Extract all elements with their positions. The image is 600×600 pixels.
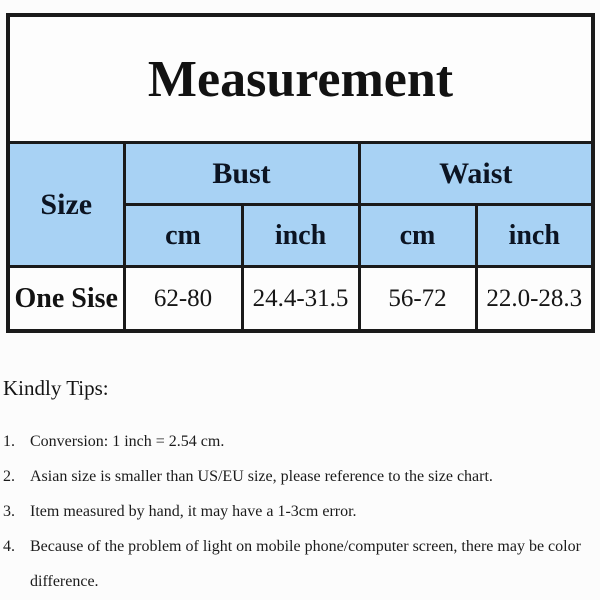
- bust-inch-value: 24.4-31.5: [242, 267, 359, 332]
- tip-number: 3.: [3, 503, 15, 520]
- tip-item-2: [3, 459, 597, 494]
- unit-header-waist-cm: cm: [359, 205, 476, 267]
- column-header-waist: Waist: [359, 143, 593, 205]
- table-row: [8, 267, 593, 332]
- table-group-header-row: [8, 143, 593, 205]
- tips-list: [3, 424, 597, 599]
- tip-number: 2.: [3, 468, 15, 485]
- tip-text: Asian size is smaller than US/EU size, please reference to the size chart.: [30, 468, 493, 485]
- unit-header-waist-inch: inch: [476, 205, 593, 267]
- waist-cm-value: 56-72: [359, 267, 476, 332]
- unit-header-bust-cm: cm: [124, 205, 242, 267]
- size-value: One Sise: [8, 267, 124, 332]
- tip-item-4: [3, 529, 597, 599]
- tip-text: Item measured by hand, it may have a 1-3cm error.: [30, 503, 357, 520]
- tip-number: 1.: [3, 433, 15, 450]
- tip-item-3: [3, 494, 597, 529]
- tips-heading: Kindly Tips:: [3, 376, 109, 400]
- table-title-row: [8, 15, 593, 143]
- kindly-tips-section: [3, 374, 597, 599]
- unit-header-bust-inch: inch: [242, 205, 359, 267]
- measurement-table: [6, 13, 595, 333]
- tip-text: Because of the problem of light on mobile phone/computer screen, there may be color difference.: [30, 538, 581, 590]
- tip-number: 4.: [3, 538, 15, 555]
- tip-text: Conversion: 1 inch = 2.54 cm.: [30, 433, 225, 450]
- table-title: Measurement: [8, 15, 593, 143]
- column-header-bust: Bust: [124, 143, 359, 205]
- column-header-size: Size: [8, 143, 124, 267]
- waist-inch-value: 22.0-28.3: [476, 267, 593, 332]
- bust-cm-value: 62-80: [124, 267, 242, 332]
- tip-item-1: [3, 424, 597, 459]
